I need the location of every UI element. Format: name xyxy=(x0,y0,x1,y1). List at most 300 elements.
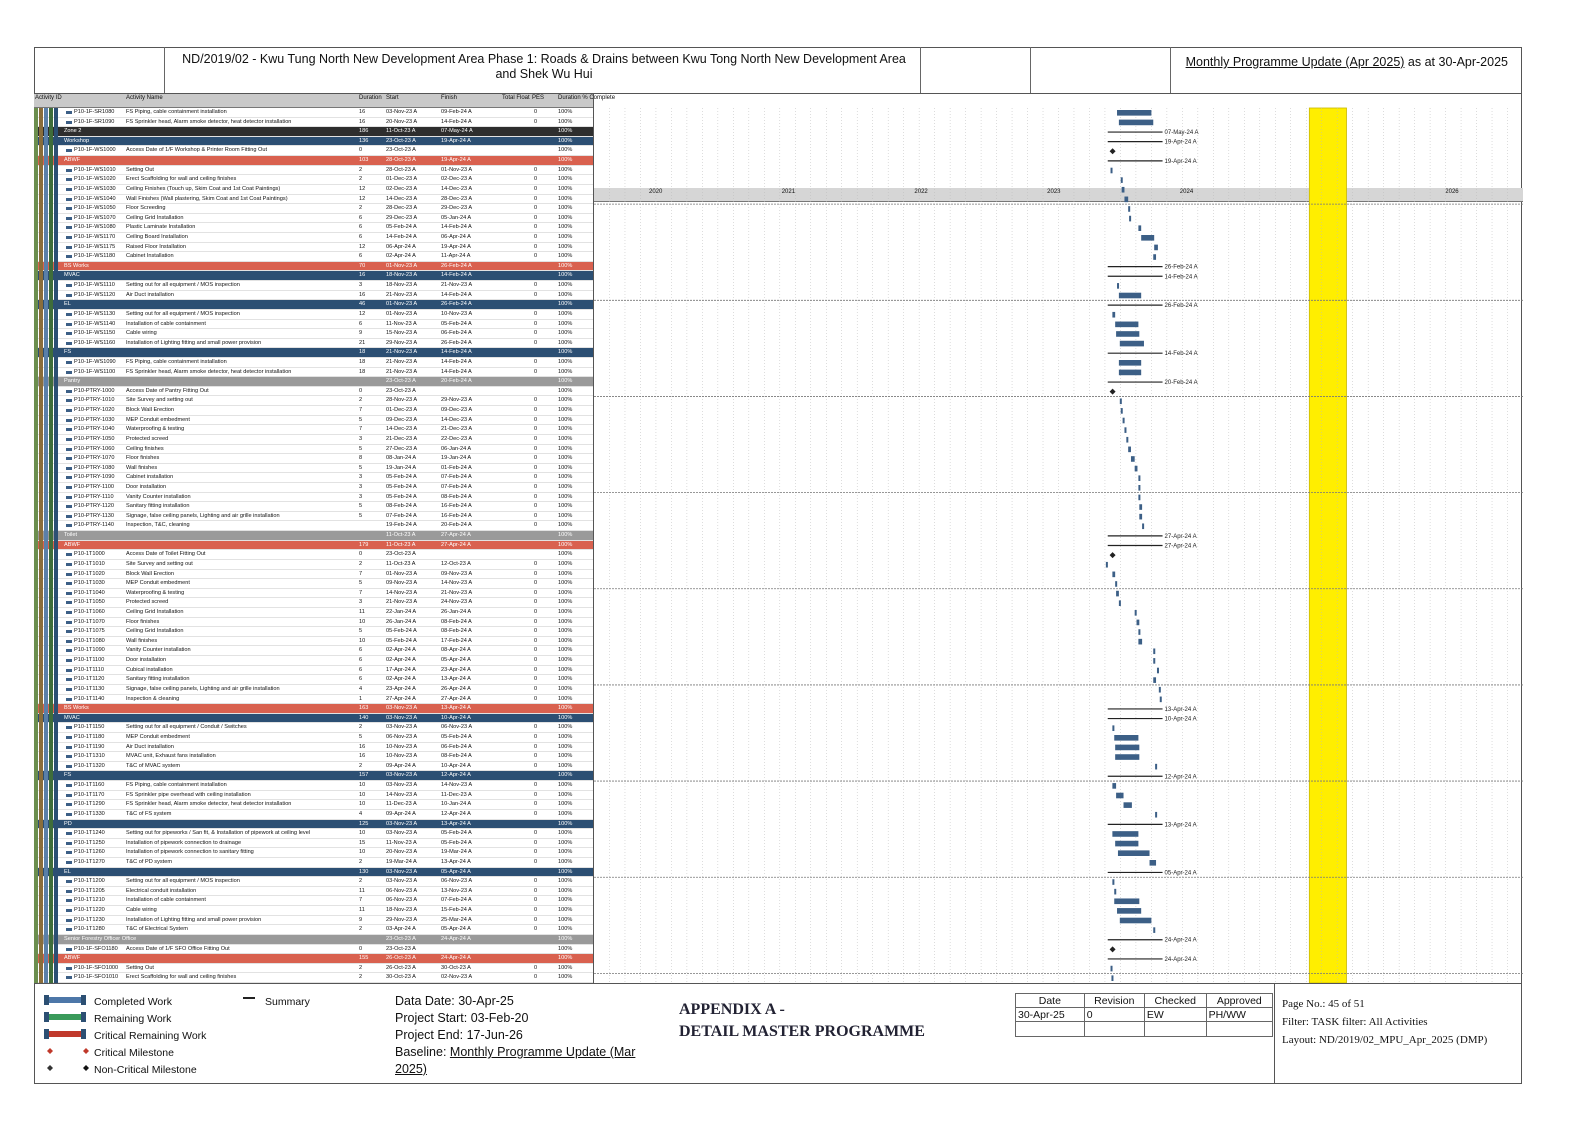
group-row[interactable] xyxy=(34,127,593,137)
task-bar xyxy=(1159,687,1161,693)
cell-pct: 100% xyxy=(558,762,573,769)
cell-dur: 70 xyxy=(359,262,366,269)
update-title xyxy=(1186,55,1508,69)
task-bar xyxy=(1153,254,1156,260)
summary-finish-label: 14-Feb-24 A xyxy=(1164,351,1198,358)
cell-pes: 0 xyxy=(534,810,538,817)
cell-pes: 0 xyxy=(534,407,538,414)
table-row[interactable] xyxy=(34,627,593,637)
table-row[interactable] xyxy=(34,223,593,233)
table-row[interactable] xyxy=(34,839,593,849)
task-bar xyxy=(1155,812,1157,818)
cell-pct: 100% xyxy=(558,541,573,548)
cell-dur: 12 xyxy=(359,195,366,202)
cell-id: P10-1T1080 xyxy=(74,637,105,644)
task-icon xyxy=(66,573,72,576)
cell-finish: 05-Apr-24 A xyxy=(441,657,471,664)
task-icon xyxy=(66,919,72,922)
group-row[interactable] xyxy=(34,377,593,387)
task-bar xyxy=(1112,725,1114,731)
cell-pct: 100% xyxy=(558,580,573,587)
table-row[interactable] xyxy=(34,406,593,416)
timeline-year: 2024 xyxy=(1179,189,1194,195)
task-bar xyxy=(1153,658,1155,664)
task-icon xyxy=(66,601,72,604)
table-row[interactable] xyxy=(34,781,593,791)
cell-name: Cabinet installation xyxy=(126,474,174,481)
table-row[interactable] xyxy=(34,656,593,666)
cell-name: Erect Scaffolding for wall and ceiling finishes xyxy=(126,974,237,981)
cell-start: 01-Nov-23 A xyxy=(386,301,418,308)
table-row[interactable] xyxy=(34,233,593,243)
group-row[interactable] xyxy=(34,262,593,272)
cell-name: Raised Floor Installation xyxy=(126,243,187,250)
cell-dur: 2 xyxy=(359,560,363,567)
group-row[interactable] xyxy=(34,771,593,781)
table-row[interactable] xyxy=(34,598,593,608)
cell-name: FS Sprinkler pipe overhead with ceiling installation xyxy=(126,791,251,798)
cell-name: Cubical installation xyxy=(126,666,173,673)
cell-start: 20-Nov-23 A xyxy=(386,118,418,125)
cell-pes: 0 xyxy=(534,839,538,846)
table-row[interactable] xyxy=(34,243,593,253)
table-row[interactable] xyxy=(34,810,593,820)
table-row[interactable] xyxy=(34,175,593,185)
table-row[interactable] xyxy=(34,877,593,887)
table-row[interactable] xyxy=(34,521,593,531)
cell-start: 08-Jan-24 A xyxy=(386,455,417,462)
cell-pes: 0 xyxy=(534,897,538,904)
signoff-approved-header: Approved xyxy=(1206,994,1272,1008)
cell-name: Ceiling Board Installation xyxy=(126,234,188,240)
table-row[interactable] xyxy=(34,733,593,743)
table-row[interactable] xyxy=(34,416,593,426)
cell-id: P10-1T1060 xyxy=(74,609,105,615)
table-row[interactable] xyxy=(34,252,593,262)
cell-id: P10-PTRY-1020 xyxy=(74,407,115,414)
cell-name: Installation of cable containment xyxy=(126,320,206,327)
cell-pct: 100% xyxy=(558,253,573,260)
cell-id: P10-1F-WS1140 xyxy=(74,320,116,327)
table-row[interactable] xyxy=(34,329,593,339)
update-title-date: as at 30-Apr-2025 xyxy=(1404,55,1508,69)
cell-dur: 10 xyxy=(359,782,366,789)
cell-dur: 179 xyxy=(359,541,369,548)
table-row[interactable] xyxy=(34,752,593,762)
cell-finish: 07-Feb-24 A xyxy=(441,484,472,490)
cell-pes: 0 xyxy=(534,359,538,365)
group-row[interactable] xyxy=(34,820,593,830)
cell-dur: 11 xyxy=(359,907,365,914)
cell-pes: 0 xyxy=(534,368,538,375)
table-row[interactable] xyxy=(34,896,593,906)
cell-dur: 5 xyxy=(359,416,363,423)
cell-id: P10-1T1180 xyxy=(74,734,105,740)
cell-finish: 16-Feb-24 A xyxy=(441,512,472,519)
logo-cell xyxy=(34,47,165,93)
cell-name: Installation of Lighting fitting and small power provision xyxy=(126,339,262,346)
cell-dur: 3 xyxy=(359,484,363,490)
cell-name: Setting out for pipeworks / San fit, & Installation of pipework at ceiling level xyxy=(126,830,311,837)
cell-finish: 06-Apr-24 A xyxy=(441,234,471,240)
group-row[interactable] xyxy=(34,156,593,166)
cell-id: P10-PTRY-1000 xyxy=(74,387,115,394)
cell-pct: 100% xyxy=(558,705,573,712)
cell-dur: 7 xyxy=(359,589,363,596)
cell-pct: 100% xyxy=(558,214,573,221)
task-icon xyxy=(66,803,72,806)
cell-dur: 5 xyxy=(359,503,363,510)
cell-dur: 6 xyxy=(359,234,363,240)
cell-dur: 5 xyxy=(359,580,363,587)
task-bar xyxy=(1128,206,1130,212)
cell-finish: 08-Feb-24 A xyxy=(441,493,472,500)
table-row[interactable] xyxy=(34,570,593,580)
task-bar xyxy=(1135,610,1137,616)
table-row[interactable] xyxy=(34,916,593,926)
cell-id: P10-1T1130 xyxy=(74,685,105,692)
table-row[interactable] xyxy=(34,848,593,858)
table-row[interactable] xyxy=(34,204,593,214)
cell-id: P10-1T1200 xyxy=(74,878,105,885)
task-bar xyxy=(1120,341,1144,347)
table-row[interactable] xyxy=(34,973,593,983)
cell-pct: 100% xyxy=(558,926,573,933)
cell-id: ABWF xyxy=(64,541,81,548)
cell-id: P10-1T1030 xyxy=(74,580,105,587)
cell-id: ABWF xyxy=(64,157,81,164)
col-start: Start xyxy=(386,95,399,101)
cell-id: P10-1F-WS1070 xyxy=(74,214,116,221)
task-bar xyxy=(1114,889,1116,895)
cell-pct: 100% xyxy=(558,532,573,539)
cell-dur: 157 xyxy=(359,772,369,779)
legend-critical-remaining: Critical Remaining Work xyxy=(94,1030,207,1042)
cell-pes: 0 xyxy=(534,118,538,125)
wbs-strips xyxy=(34,108,60,983)
cell-pct: 100% xyxy=(558,310,573,317)
cell-start: 03-Nov-23 A xyxy=(386,820,418,827)
cell-pes: 0 xyxy=(534,599,538,606)
table-row[interactable] xyxy=(34,473,593,483)
cell-pct: 100% xyxy=(558,820,573,827)
cell-pes: 0 xyxy=(534,964,538,971)
cell-start: 23-Oct-23 A xyxy=(386,137,416,144)
task-icon xyxy=(66,976,72,979)
cell-id: P10-1F-WS1175 xyxy=(74,243,116,250)
cell-pes: 0 xyxy=(534,647,538,654)
group-row[interactable] xyxy=(34,271,593,281)
table-row[interactable] xyxy=(34,762,593,772)
cell-pct: 100% xyxy=(558,570,573,577)
table-row[interactable] xyxy=(34,964,593,974)
task-bar xyxy=(1116,793,1123,799)
cell-pct: 100% xyxy=(558,897,573,904)
table-row[interactable] xyxy=(34,387,593,397)
cell-dur: 21 xyxy=(359,339,366,346)
cell-finish: 02-Nov-23 A xyxy=(441,974,473,981)
table-row[interactable] xyxy=(34,214,593,224)
cell-id: P10-PTRY-1070 xyxy=(74,455,115,462)
table-row[interactable] xyxy=(34,445,593,455)
task-bar xyxy=(1154,245,1158,251)
cell-pes: 0 xyxy=(534,801,538,808)
table-row[interactable] xyxy=(34,550,593,560)
group-row[interactable] xyxy=(34,541,593,551)
cell-name: Floor finishes xyxy=(126,618,160,625)
table-row[interactable] xyxy=(34,358,593,368)
table-row[interactable] xyxy=(34,166,593,176)
table-row[interactable] xyxy=(34,320,593,330)
cell-dur: 2 xyxy=(359,974,363,981)
cell-id: PD xyxy=(64,820,72,827)
task-icon xyxy=(66,149,72,152)
cell-id: P10-1T1140 xyxy=(74,695,105,702)
group-row[interactable] xyxy=(34,531,593,541)
cell-name: Floor Screeding xyxy=(126,205,166,212)
cell-name: Wall Finishes (Wall plastering, Skim Coat and 1st Coat Paintings) xyxy=(126,195,288,202)
group-row[interactable] xyxy=(34,868,593,878)
milestone-diamond xyxy=(1110,946,1116,952)
cell-id: P10-1T1110 xyxy=(74,666,104,673)
cell-dur: 0 xyxy=(359,551,363,558)
table-row[interactable] xyxy=(34,483,593,493)
task-icon xyxy=(66,486,72,489)
cell-name: Ceiling Grid Installation xyxy=(126,609,184,615)
cell-finish: 07-Feb-24 A xyxy=(441,474,472,481)
cell-name: Ceiling finishes xyxy=(126,445,164,452)
cell-pct: 100% xyxy=(558,118,573,125)
cell-id: P10-PTRY-1060 xyxy=(74,445,115,452)
table-row[interactable] xyxy=(34,695,593,705)
task-icon xyxy=(66,323,72,326)
cell-start: 05-Feb-24 A xyxy=(386,628,417,635)
group-row[interactable] xyxy=(34,348,593,358)
cell-pes: 0 xyxy=(534,782,538,789)
cell-pct: 100% xyxy=(558,810,573,817)
legend-summary: Summary xyxy=(265,996,310,1008)
table-row[interactable] xyxy=(34,829,593,839)
cell-start: 11-Oct-23 A xyxy=(386,128,416,135)
table-row[interactable] xyxy=(34,646,593,656)
task-icon xyxy=(66,255,72,258)
table-row[interactable] xyxy=(34,368,593,378)
cell-id: P10-1F-WS1030 xyxy=(74,185,116,192)
cell-start: 27-Dec-23 A xyxy=(386,445,418,452)
cell-pes: 0 xyxy=(534,464,538,471)
task-icon xyxy=(66,861,72,864)
cell-pct: 100% xyxy=(558,695,573,702)
cell-start: 05-Feb-24 A xyxy=(386,484,417,490)
table-row[interactable] xyxy=(34,339,593,349)
table-row[interactable] xyxy=(34,800,593,810)
cell-pes: 0 xyxy=(534,695,538,702)
cell-name: Setting Out xyxy=(126,964,154,971)
cell-pes: 0 xyxy=(534,205,538,212)
cell-pct: 100% xyxy=(558,685,573,692)
group-row[interactable] xyxy=(34,954,593,964)
task-icon xyxy=(66,505,72,508)
cell-finish: 28-Dec-23 A xyxy=(441,195,473,202)
table-row[interactable] xyxy=(34,743,593,753)
table-row[interactable] xyxy=(34,675,593,685)
footer-divider xyxy=(1274,983,1275,1084)
cell-pes: 0 xyxy=(534,214,538,221)
cell-id: P10-PTRY-1040 xyxy=(74,426,115,433)
cell-finish: 21-Nov-23 A xyxy=(441,282,473,289)
cell-pes: 0 xyxy=(534,426,538,433)
table-row[interactable] xyxy=(34,945,593,955)
cell-pes: 0 xyxy=(534,724,538,731)
cell-finish: 20-Feb-24 A xyxy=(441,522,472,529)
table-row[interactable] xyxy=(34,464,593,474)
cell-finish: 26-Jan-24 A xyxy=(441,609,472,615)
cell-dur: 10 xyxy=(359,801,366,808)
cell-finish: 05-Feb-24 A xyxy=(441,839,472,846)
cell-start: 26-Oct-23 A xyxy=(386,955,416,962)
cell-finish: 10-Apr-24 A xyxy=(441,762,471,769)
cell-name: Waterproofing & testing xyxy=(126,426,185,433)
cell-id: P10-1T1330 xyxy=(74,810,105,817)
cell-name: FS Sprinkler head, Alarm smoke detector, heat detector installation xyxy=(126,368,292,375)
task-bar xyxy=(1118,850,1150,856)
cell-dur: 2 xyxy=(359,926,363,933)
cell-name: Erect Scaffolding for wall and ceiling finishes xyxy=(126,176,237,183)
table-row[interactable] xyxy=(34,195,593,205)
cell-id: P10-1F-WS1050 xyxy=(74,205,116,212)
table-row[interactable] xyxy=(34,310,593,320)
table-row[interactable] xyxy=(34,502,593,512)
cell-dur: 9 xyxy=(359,330,363,337)
task-icon xyxy=(66,467,72,470)
table-row[interactable] xyxy=(34,666,593,676)
group-row[interactable] xyxy=(34,137,593,147)
task-icon xyxy=(66,669,72,672)
table-row[interactable] xyxy=(34,425,593,435)
cell-pes: 0 xyxy=(534,330,538,337)
cell-finish: 14-Feb-24 A xyxy=(441,224,472,231)
cell-id: EL xyxy=(64,301,71,308)
table-row[interactable] xyxy=(34,291,593,301)
table-row[interactable] xyxy=(34,589,593,599)
cell-start: 03-Nov-23 A xyxy=(386,714,418,721)
cell-pes: 0 xyxy=(534,484,538,490)
cell-id: P10-1F-WS1150 xyxy=(74,330,116,337)
table-row[interactable] xyxy=(34,493,593,503)
table-row[interactable] xyxy=(34,108,593,118)
table-row[interactable] xyxy=(34,858,593,868)
cell-pes: 0 xyxy=(534,734,538,740)
table-row[interactable] xyxy=(34,579,593,589)
table-row[interactable] xyxy=(34,906,593,916)
cell-pct: 100% xyxy=(558,724,573,731)
table-row[interactable] xyxy=(34,887,593,897)
task-bar xyxy=(1111,975,1113,981)
cell-dur: 155 xyxy=(359,955,369,962)
cell-name: Site Survey and setting out xyxy=(126,397,193,404)
group-row[interactable] xyxy=(34,714,593,724)
cell-name: Access Date of Pantry Fitting Out xyxy=(126,387,209,394)
table-row[interactable] xyxy=(34,118,593,128)
cell-pct: 100% xyxy=(558,666,573,673)
table-row[interactable] xyxy=(34,685,593,695)
cell-finish: 27-Apr-24 A xyxy=(441,532,471,539)
col-finish: Finish xyxy=(441,95,458,101)
cell-id: Workshop xyxy=(64,137,90,144)
cell-start: 02-Apr-24 A xyxy=(386,647,416,654)
cell-start: 03-Nov-23 A xyxy=(386,782,418,789)
group-row[interactable] xyxy=(34,300,593,310)
table-row[interactable] xyxy=(34,146,593,156)
cell-start: 23-Oct-23 A xyxy=(386,378,416,385)
cell-pes: 0 xyxy=(534,676,538,683)
summary-finish-label: 12-Apr-24 A xyxy=(1164,774,1197,781)
cell-start: 11-Oct-23 A xyxy=(386,541,416,548)
cell-pct: 100% xyxy=(558,282,573,289)
cell-dur: 5 xyxy=(359,734,363,740)
cell-start: 06-Nov-23 A xyxy=(386,734,418,740)
task-bar xyxy=(1137,620,1140,626)
table-row[interactable] xyxy=(34,925,593,935)
table-row[interactable] xyxy=(34,791,593,801)
page-number: Page No.: 45 of 51 xyxy=(1282,998,1365,1010)
cell-pct: 100% xyxy=(558,887,573,894)
table-row[interactable] xyxy=(34,618,593,628)
task-icon xyxy=(66,899,72,902)
cell-name: Access Date of Toilet Fitting Out xyxy=(126,551,206,558)
table-row[interactable] xyxy=(34,608,593,618)
cell-id: P10-1F-SFO1010 xyxy=(74,974,119,981)
table-row[interactable] xyxy=(34,281,593,291)
cell-pes: 0 xyxy=(534,474,538,481)
cell-id: P10-1T1090 xyxy=(74,647,105,654)
table-row[interactable] xyxy=(34,454,593,464)
cell-id: P10-1T1320 xyxy=(74,762,105,769)
cell-name: Signage, false ceiling panels, Lighting and air grille installation xyxy=(126,685,280,692)
update-title-link: Monthly Programme Update (Apr 2025) xyxy=(1185,55,1405,69)
cell-pes: 0 xyxy=(534,253,538,260)
cell-pct: 100% xyxy=(558,859,573,865)
task-icon xyxy=(66,476,72,479)
group-row[interactable] xyxy=(34,935,593,945)
cell-finish: 24-Nov-23 A xyxy=(441,599,473,606)
table-row[interactable] xyxy=(34,435,593,445)
table-row[interactable] xyxy=(34,185,593,195)
table-row[interactable] xyxy=(34,512,593,522)
task-bar xyxy=(1116,331,1139,337)
cell-pes: 0 xyxy=(534,657,538,664)
table-row[interactable] xyxy=(34,396,593,406)
cell-pes: 0 xyxy=(534,589,538,596)
cell-start: 28-Dec-23 A xyxy=(386,205,418,212)
summary-line-icon xyxy=(243,997,255,999)
group-row[interactable] xyxy=(34,704,593,714)
cell-pct: 100% xyxy=(558,791,573,798)
cell-pes: 0 xyxy=(534,907,538,914)
cell-dur: 2 xyxy=(359,166,363,173)
table-row[interactable] xyxy=(34,723,593,733)
table-row[interactable] xyxy=(34,560,593,570)
task-icon xyxy=(66,246,72,249)
task-icon xyxy=(66,419,72,422)
cell-pct: 100% xyxy=(558,387,573,394)
task-icon xyxy=(66,726,72,729)
cell-start: 14-Dec-23 A xyxy=(386,426,418,433)
cell-finish: 08-Feb-24 A xyxy=(441,753,472,760)
cell-start: 03-Nov-23 A xyxy=(386,830,418,837)
table-row[interactable] xyxy=(34,637,593,647)
gantt-bars xyxy=(594,108,1523,983)
